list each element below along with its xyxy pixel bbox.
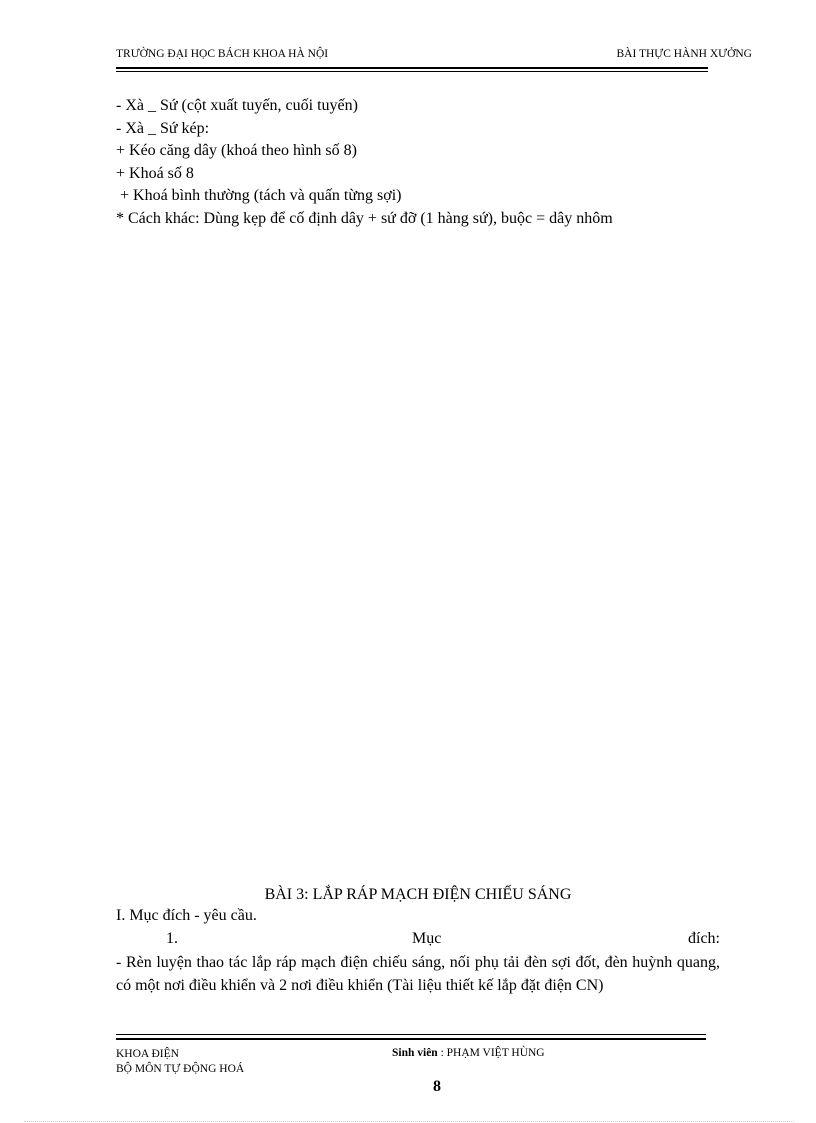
footer-department: [116, 1047, 244, 1077]
footer-faculty: KHOA ĐIỆN: [116, 1048, 179, 1060]
footer-rule-thick: [116, 1038, 706, 1040]
page-bottom-divider: [24, 1121, 794, 1122]
header-document-title: BÀI THỰC HÀNH XƯỞNG: [616, 48, 752, 60]
footer-student: [392, 1047, 545, 1059]
header-rule-thin: [116, 71, 708, 72]
body-list: [116, 95, 716, 230]
footer-student-name: : PHẠM VIỆT HÙNG: [440, 1047, 545, 1059]
paragraph: - Rèn luyện thao tác lắp ráp mạch điện chiếu sáng, nối phụ tải đèn sợi đốt, đèn huỳnh quang, có một nơi điều khiển và 2 nơi điều khiển (Tài liệu thiết kế lắp đặt điện CN): [116, 954, 720, 994]
page-number: 8: [433, 1078, 441, 1095]
list-item: * Cách khác: Dùng kẹp để cố định dây + sứ đỡ (1 hàng sứ), buộc = dây nhôm: [116, 209, 613, 227]
list-item: - Xà _ Sứ kép:: [116, 119, 210, 137]
footer-division: BỘ MÔN TỰ ĐỘNG HOÁ: [116, 1063, 245, 1075]
list-item: + Khoá số 8: [116, 164, 194, 182]
subsection-word-end: đích:: [688, 930, 720, 947]
subsection-number: 1.: [166, 930, 178, 947]
header-rule-thick: [116, 67, 708, 69]
list-item: + Khoá bình thường (tách và quấn từng sợi): [116, 187, 402, 204]
footer-student-label: Sinh viên: [392, 1047, 438, 1059]
list-item: + Kéo căng dây (khoá theo hình số 8): [116, 142, 357, 159]
subsection-word: Mục: [412, 930, 442, 947]
list-item: - Xà _ Sứ (cột xuất tuyến, cuối tuyến): [116, 97, 358, 114]
subsection-heading: [116, 930, 720, 952]
section-heading: I. Mục đích - yêu cầu.: [116, 907, 257, 924]
lesson-title: BÀI 3: LẮP RÁP MẠCH ĐIỆN CHIẾU SÁNG: [264, 886, 572, 903]
footer-rule-thin: [116, 1034, 706, 1035]
header-school-name: TRƯỜNG ĐẠI HỌC BÁCH KHOA HÀ NỘI: [116, 48, 329, 60]
